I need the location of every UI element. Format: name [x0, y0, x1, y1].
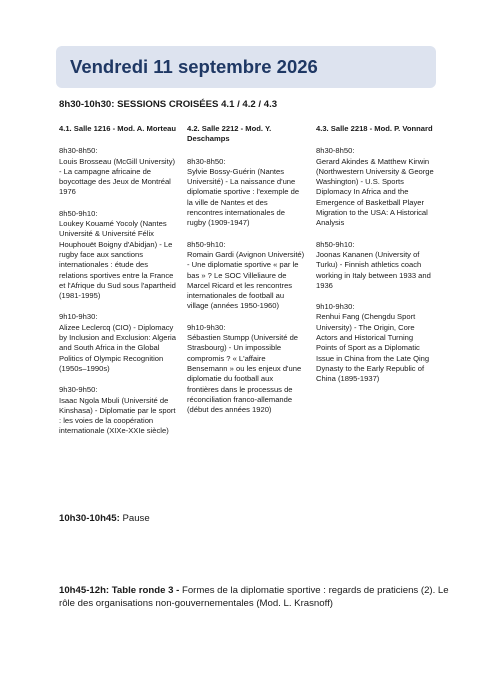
talk-time: 8h50-9h10:: [316, 239, 355, 249]
talk-description: Alizee Leclercq (CIO) - Diplomacy by Inclusion and Exclusion: Algeria and South Africa in the Global Politics of Olympic Recognition (1950s–1990s): [59, 322, 176, 373]
page-title: Vendredi 11 septembre 2026: [70, 56, 318, 77]
talk-entry: [316, 146, 434, 228]
talk-description: Gerard Akindes & Matthew Kirwin (Northwestern University & George Washington) - U.S. Sports Diplomacy In Africa and the Emergence of Basketball Player Migration to the USA: A Historical Analysis: [316, 156, 434, 228]
talk-time: 8h50-9h10:: [187, 239, 226, 249]
talk-description: Loukey Kouamé Yocoly (Nantes Université & Université Félix Houphouët Boigny d'Abidjan) - Le rugby face aux sanctions internationales : étude des relations sportives entre la France et l'Afrique du Sud sous l'apartheid (1981-1995): [59, 219, 176, 301]
talk-entry: [59, 385, 177, 436]
session-heading: 8h30-10h30: SESSIONS CROISÉES 4.1 / 4.2 / 4.3: [59, 99, 278, 110]
session-column-4-1: [59, 124, 177, 448]
talk-time: 9h10-9h30:: [316, 302, 355, 312]
talk-description: Sébastien Stumpp (Université de Strasbourg) - Un impossible compromis ? « L'affaire Bensemann » ou les enjeux d'une diplomatie du football aux frontières dans le processus de réconciliation franco-allemande (début des années 1920): [187, 333, 302, 415]
session-column-4-2: [187, 124, 305, 426]
column-title: 4.3. Salle 2218 - Mod. P. Vonnard: [316, 124, 433, 133]
pause-line: [59, 513, 150, 524]
column-title: 4.2. Salle 2212 - Mod. Y. Deschamps: [187, 124, 272, 144]
talk-time: 9h10-9h30:: [187, 322, 226, 332]
talk-time: 8h30-8h50:: [59, 146, 98, 156]
talk-time: 8h30-8h50:: [187, 156, 226, 166]
talk-time: 9h10-9h30:: [59, 312, 98, 322]
talk-description: Isaac Ngola Mbuli (Université de Kinshasa) - Diplomatie par le sport : les voies de la coopération internationale (XIXe-XXIe siècle): [59, 395, 176, 436]
talk-entry: [59, 209, 177, 302]
talk-time: 9h30-9h50:: [59, 385, 98, 395]
column-title: 4.1. Salle 1216 - Mod. A. Morteau: [59, 124, 177, 133]
pause-time: 10h30-10h45:: [59, 513, 120, 524]
pause-label: Pause: [122, 513, 150, 524]
talk-entry: [59, 146, 177, 197]
talk-entry: [187, 240, 305, 312]
talk-description: Romain Gardi (Avignon Université) - Une diplomatie sportive « par le bas » ? Le SOC Villeliaure de Marcel Ricard et les rencontres internationales de football au village (années 1950-1960): [187, 249, 305, 311]
talk-entry: [316, 302, 434, 384]
talk-time: 8h30-8h50:: [316, 146, 355, 156]
session-column-4-3: [316, 124, 434, 396]
talk-entry: [187, 157, 305, 229]
talk-time: 8h50-9h10:: [59, 208, 98, 218]
table-ronde-lead: 10h45-12h: Table ronde 3 -: [59, 585, 180, 596]
table-ronde-text: Formes de la diplomatie sportive : regards de praticiens (2). Le rôle des organisations non-gouvernementales (Mod. L. Krasnoff): [59, 585, 449, 609]
talk-entry: [316, 240, 434, 291]
table-ronde-paragraph: [59, 585, 459, 610]
talk-description: Renhui Fang (Chengdu Sport University) - The Origin, Core Actors and Historical Turning Points of Sport as a Diplomatic Issue in China from the Late Qing Dynasty to the Early Republic of China (1895-1937): [316, 312, 430, 384]
talk-description: Joonas Kananen (University of Turku) - Finnish athletics coach working in Italy between 1933 and 1936: [316, 249, 431, 290]
talk-entry: [187, 323, 305, 416]
talk-description: Sylvie Bossy-Guérin (Nantes Université) - La naissance d'une diplomatie sportive : l'exemple de la ville de Nantes et des rencontres internationales de rugby (1909-1947): [187, 166, 300, 228]
talk-description: Louis Brosseau (McGill University) - La campagne africaine de boycottage des Jeux de Montréal 1976: [59, 156, 176, 197]
date-header: [56, 46, 436, 88]
talk-entry: [59, 312, 177, 374]
